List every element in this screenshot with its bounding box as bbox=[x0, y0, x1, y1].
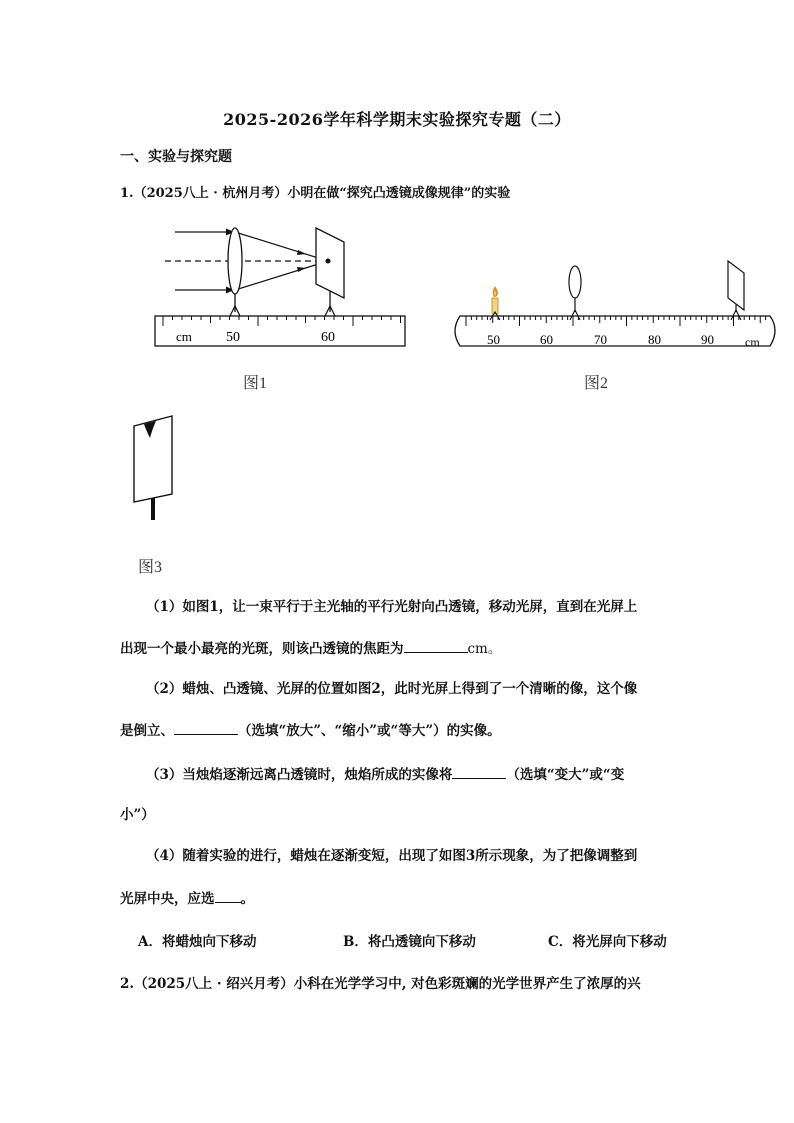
text: 出现一个最小最亮的光斑，则该凸透镜的焦距为 bbox=[120, 641, 404, 657]
text: 。 bbox=[240, 891, 254, 907]
sub-question-1-line-1: （1）如图1，让一束平行于主光轴的平行光射向凸透镜，移动光屏，直到在光屏上 bbox=[146, 599, 638, 615]
light-screen bbox=[316, 228, 344, 298]
figure-3-caption: 图3 bbox=[138, 559, 163, 576]
candle bbox=[490, 286, 500, 320]
section-heading: 一、实验与探究题 bbox=[120, 149, 232, 165]
question-2-header: 2.（2025八上 · 绍兴月考）小科在光学学习中, 对色彩斑斓的光学世界产生了浓厚的兴 bbox=[120, 976, 641, 992]
figure-1 bbox=[150, 220, 410, 350]
figure-2-caption: 图2 bbox=[584, 375, 609, 392]
optical-bench bbox=[455, 316, 775, 346]
figure-2 bbox=[448, 258, 782, 354]
sub-question-1-line-2 bbox=[120, 638, 680, 659]
tick-label: 70 bbox=[594, 332, 607, 347]
convex-lens bbox=[569, 266, 581, 320]
sub-question-3-line-1 bbox=[120, 764, 706, 785]
answer-blank[interactable] bbox=[215, 888, 241, 903]
answer-blank[interactable] bbox=[174, 720, 238, 735]
optical-bench-ruler bbox=[155, 316, 405, 346]
tick-label: 50 bbox=[487, 332, 500, 347]
figure-1-caption: 图1 bbox=[243, 375, 268, 392]
text: 光屏中央，应选 bbox=[120, 891, 215, 907]
page-title: 2025-2026学年科学期末实验探究专题（二） bbox=[223, 110, 571, 129]
light-screen bbox=[728, 261, 744, 320]
text: cm。 bbox=[467, 641, 502, 657]
light-screen bbox=[134, 416, 172, 502]
tick-label: 90 bbox=[701, 332, 714, 347]
answer-blank[interactable] bbox=[404, 638, 468, 653]
tick-label-unit: cm bbox=[176, 329, 192, 344]
text: （3）当烛焰逐渐远离凸透镜时，烛焰所成的实像将 bbox=[146, 767, 453, 783]
text: （选填“变大”或“变 bbox=[506, 767, 625, 783]
figure-3 bbox=[128, 412, 178, 524]
tick-label: 60 bbox=[321, 330, 335, 345]
tick-label: 60 bbox=[540, 332, 553, 347]
answer-blank[interactable] bbox=[452, 764, 506, 779]
option-c[interactable]: C．将光屏向下移动 bbox=[548, 934, 667, 950]
sub-question-3-line-2: 小”） bbox=[120, 807, 155, 823]
convex-lens bbox=[228, 228, 242, 294]
tick-label: 50 bbox=[226, 330, 240, 345]
tick-label: 80 bbox=[648, 332, 661, 347]
question-1-header: 1.（2025八上 · 杭州月考）小明在做“探究凸透镜成像规律”的实验 bbox=[120, 186, 511, 201]
text: （选填“放大”、“缩小”或“等大”）的实像。 bbox=[238, 723, 501, 739]
sub-question-4-line-1: （4）随着实验的进行，蜡烛在逐渐变短，出现了如图3所示现象，为了把像调整到 bbox=[146, 848, 638, 864]
option-a[interactable]: A．将蜡烛向下移动 bbox=[138, 934, 257, 950]
text: 是倒立、 bbox=[120, 723, 174, 739]
sub-question-4-line-2 bbox=[120, 888, 680, 909]
sub-question-2-line-2 bbox=[120, 720, 680, 741]
option-b[interactable]: B．将凸透镜向下移动 bbox=[343, 934, 476, 950]
tick-label-unit: cm bbox=[745, 335, 760, 349]
sub-question-2-line-1: （2）蜡烛、凸透镜、光屏的位置如图2，此时光屏上得到了一个清晰的像，这个像 bbox=[146, 681, 638, 697]
